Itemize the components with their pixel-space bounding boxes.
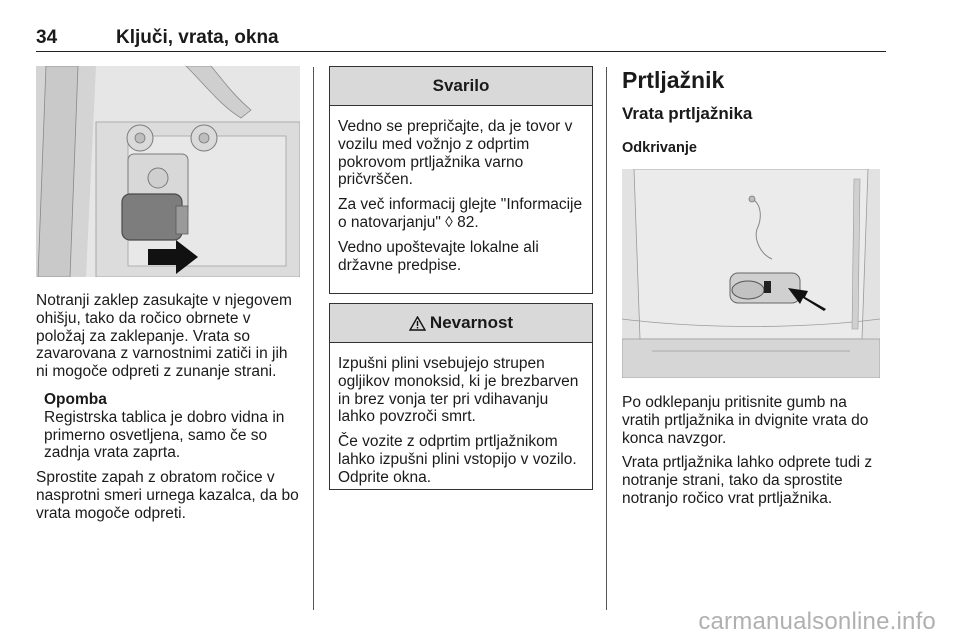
danger-text-1: Izpušni plini vsebujejo strupen ogljikov monoksid, ki je brezbarven in brez vonja ter pri vdihavanju lahko povzroči smrt. bbox=[338, 355, 579, 426]
note-body: Registrska tablica je dobro vidna in primerno osvetljena, samo če so zadnja vrata zaprta. bbox=[44, 408, 285, 462]
column-divider-right bbox=[606, 67, 607, 610]
danger-box bbox=[329, 303, 593, 490]
tailgate-illustration bbox=[622, 169, 880, 378]
page-number: 34 bbox=[36, 27, 58, 48]
page-header bbox=[36, 24, 886, 52]
subsubsection-title: Odkrivanje bbox=[622, 140, 697, 156]
caution-box bbox=[329, 66, 593, 294]
caution-text-1: Vedno se prepričajte, da je tovor v vozilu med vožnjo z odprtim pokrovom prtljažnika varno pričvrščen. bbox=[338, 118, 573, 189]
subsection-title: Vrata prtljažnika bbox=[622, 104, 753, 123]
note-block bbox=[44, 391, 300, 462]
danger-title: Nevarnost bbox=[429, 313, 514, 332]
door-lock-illustration bbox=[36, 66, 300, 277]
warning-triangle-icon bbox=[409, 316, 426, 331]
release-instruction-paragraph: Sprostite zapah z obratom ročice v nasprotni smeri urnega kazalca, da bo vrata mogoče odpreti. bbox=[36, 469, 299, 522]
watermark: carmanualsonline.info bbox=[698, 608, 936, 635]
note-title: Opomba bbox=[44, 390, 107, 408]
tailgate-inside-paragraph: Vrata prtljažnika lahko odprete tudi z notranje strani, tako da sprostite notranjo ročico vrat prtljažnika. bbox=[622, 454, 873, 507]
page-title: Ključi, vrata, okna bbox=[116, 27, 279, 48]
caution-text-3: Vedno upoštevajte lokalne ali državne predpise. bbox=[338, 238, 539, 274]
danger-header bbox=[330, 304, 592, 343]
caution-title: Svarilo bbox=[330, 67, 592, 106]
danger-text-2: Če vozite z odprtim prtljažnikom lahko izpušni plini vstopijo v vozilo. Odprite okna. bbox=[338, 433, 577, 486]
tailgate-open-paragraph: Po odklepanju pritisnite gumb na vratih prtljažnika in dvignite vrata do konca navzgor. bbox=[622, 394, 869, 447]
section-title: Prtljažnik bbox=[622, 67, 725, 93]
left-column bbox=[36, 66, 300, 530]
caution-text-2: Za več informacij glejte "Informacije o natovarjanju" ◊ 82. bbox=[338, 196, 583, 231]
lock-instruction-paragraph: Notranji zaklep zasukajte v njegovem ohišju, tako da ročico obrnete v položaj za zaklepanje. Vrata so zavarovana z varnostnimi zatiči in jih ni mogoče odpreti z zunanje strani. bbox=[36, 292, 292, 381]
column-divider-left bbox=[313, 67, 314, 610]
right-column bbox=[622, 66, 884, 515]
